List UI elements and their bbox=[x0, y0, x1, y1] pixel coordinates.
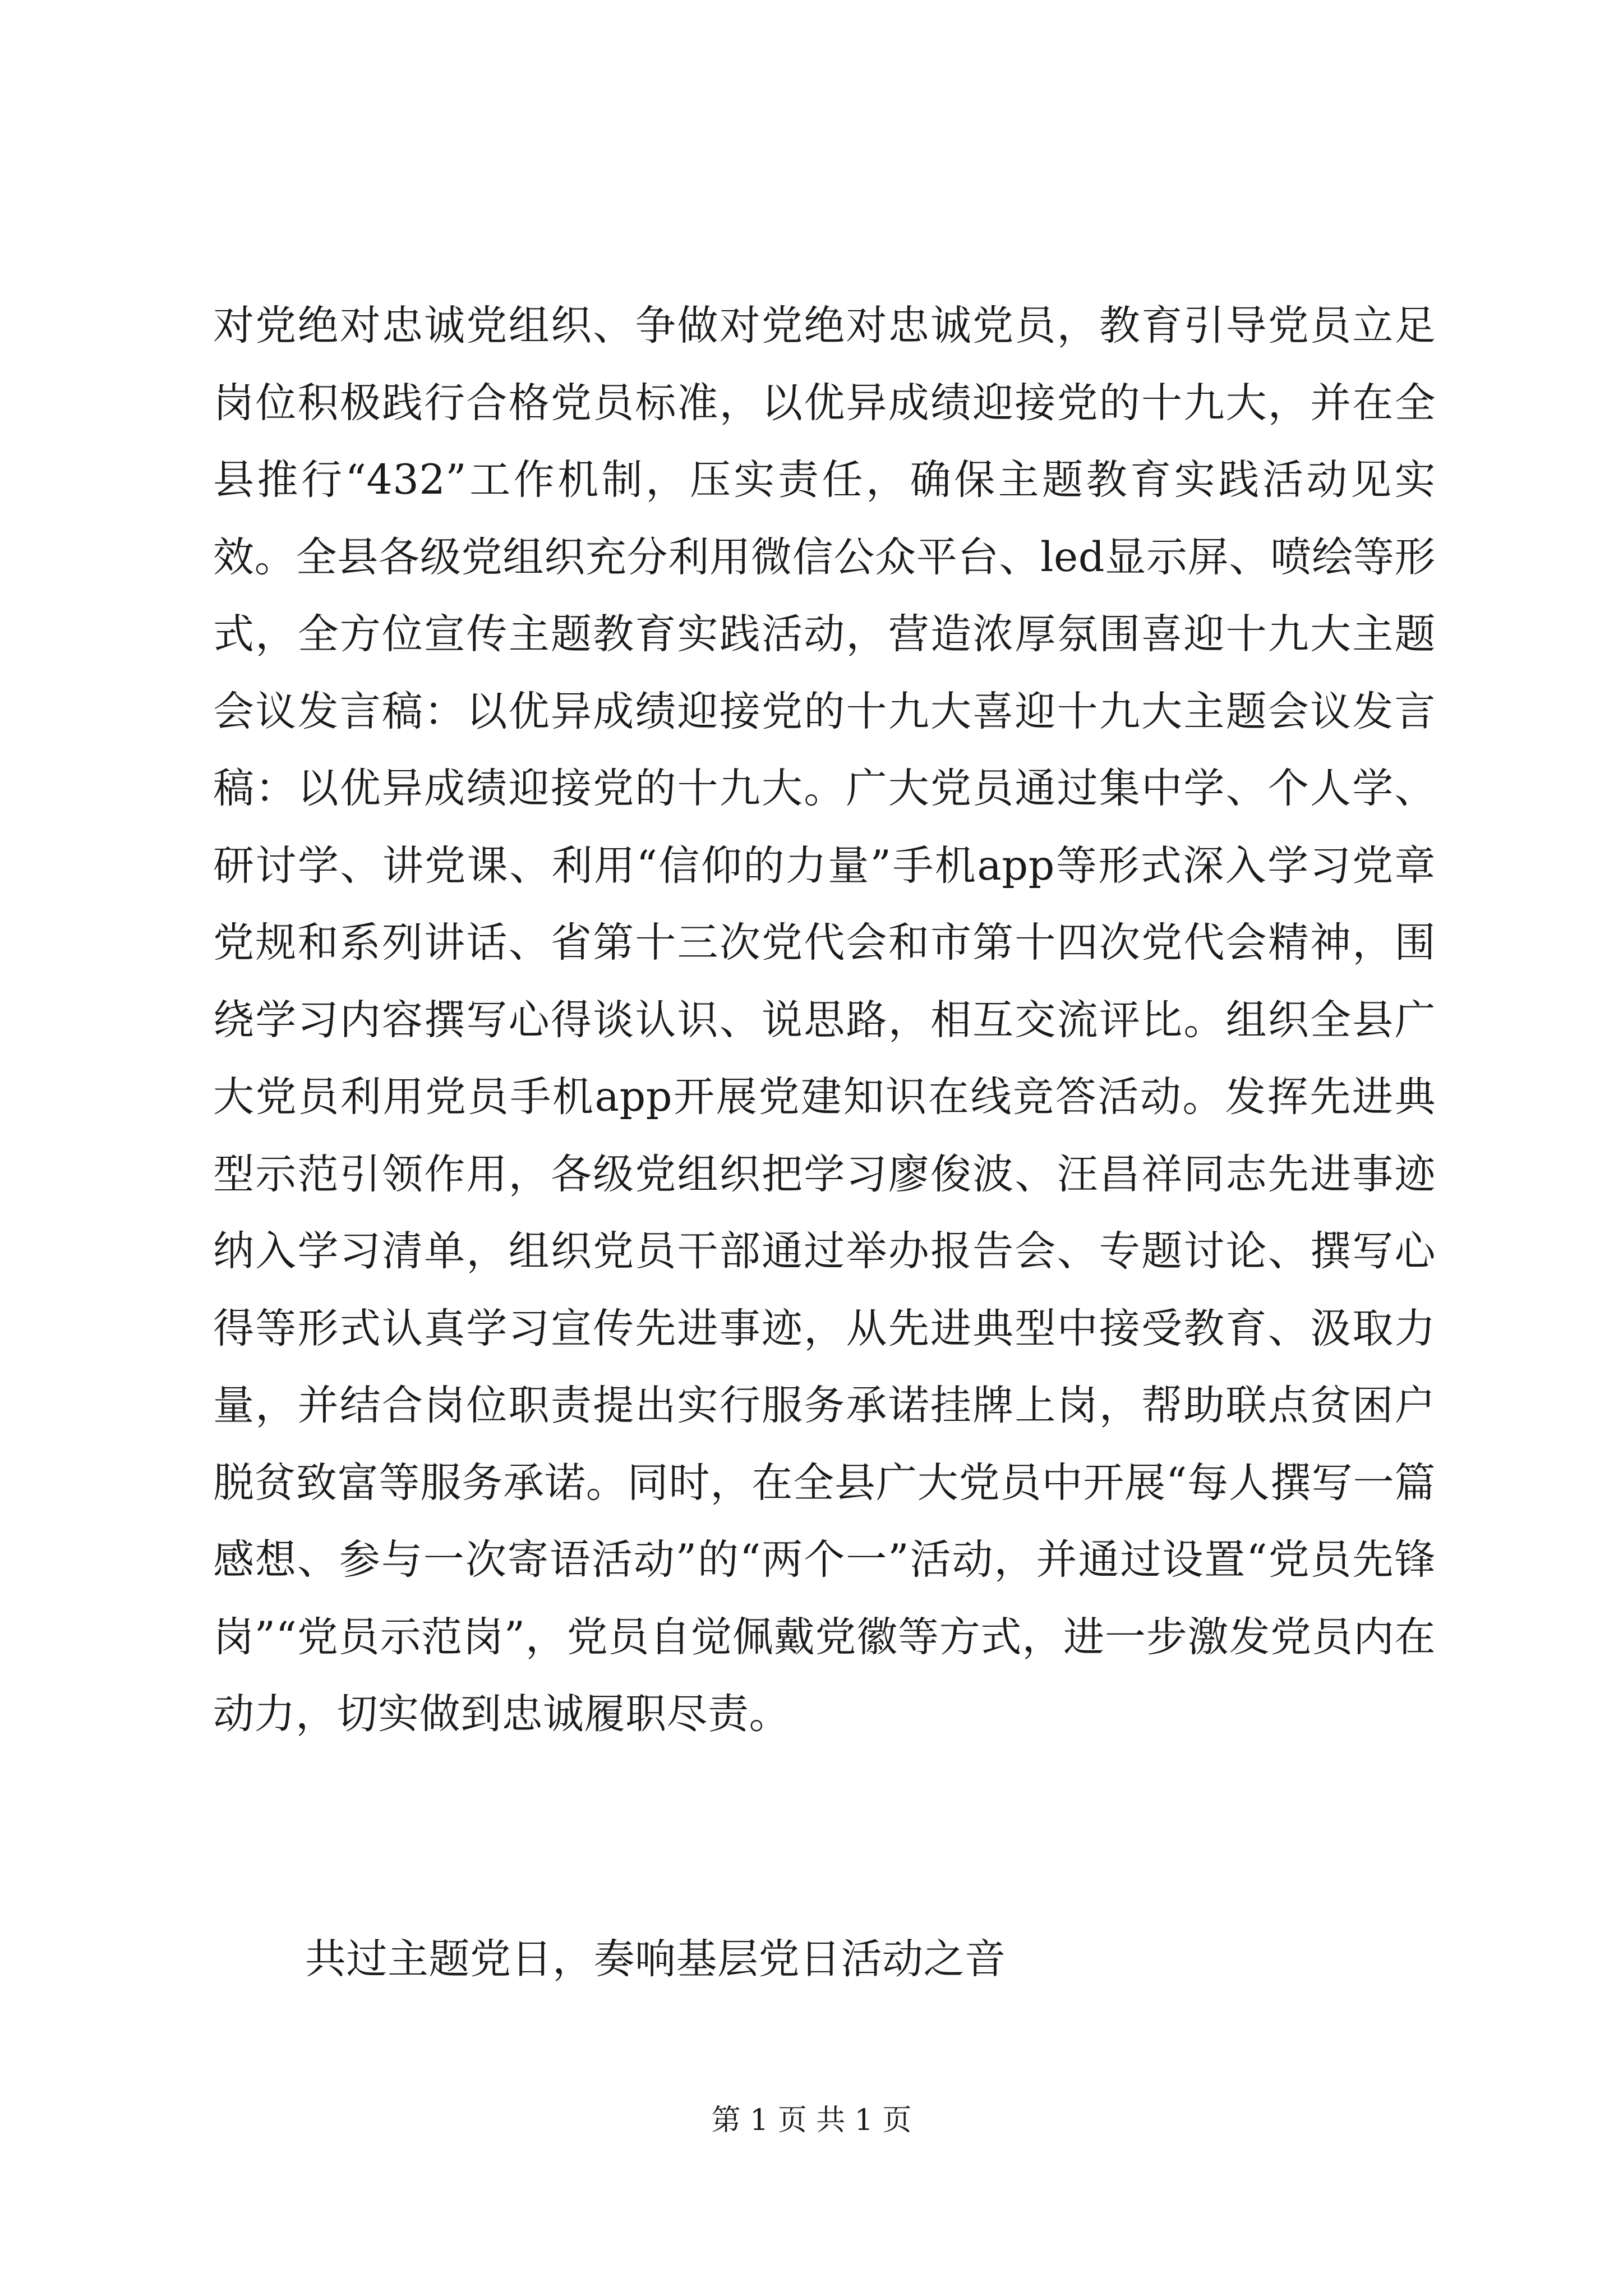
section-heading: 共过主题党日，奏响基层党日活动之音 bbox=[305, 1935, 1006, 1983]
body-paragraph: 对党绝对忠诚党组织、争做对党绝对忠诚党员，教育引导党员立足岗位积极践行合格党员标准，以优异成绩迎接党的十九大，并在全县推行“432”工作机制，压实责任，确保主题教育实践活动见实效。全县各级党组织充分利用微信公众平台、led显示屏、喷绘等形式，全方位宣传主题教育实践活动，营造浓厚氛围喜迎十九大主题会议发言稿：以优异成绩迎接党的十九大喜迎十九大主题会议发言稿：以优异成绩迎接党的十九大。广大党员通过集中学、个人学、研讨学、讲党课、利用“信仰的力量”手机app等形式深入学习党章党规和系列讲话、省第十三次党代会和市第十四次党代会精神，围绕学习内容撰写心得谈认识、说思路，相互交流评比。组织全县广大党员利用党员手机app开展党建知识在线竞答活动。发挥先进典型示范引领作用，各级党组织把学习廖俊波、汪昌祥同志先进事迹纳入学习清单，组织党员干部通过举办报告会、专题讨论、撰写心得等形式认真学习宣传先进事迹，从先进典型中接受教育、汲取力量，并结合岗位职责提出实行服务承诺挂牌上岗，帮助联点贫困户脱贫致富等服务承诺。同时，在全县广大党员中开展“每人撰写一篇感想、参与一次寄语活动”的“两个一”活动，并通过设置“党员先锋岗”“党员示范岗”，党员自觉佩戴党徽等方式，进一步激发党员内在动力，切实做到忠诚履职尽责。 bbox=[213, 302, 1436, 1738]
page-number-footer: 第 1 页 共 1 页 bbox=[711, 2104, 912, 2137]
